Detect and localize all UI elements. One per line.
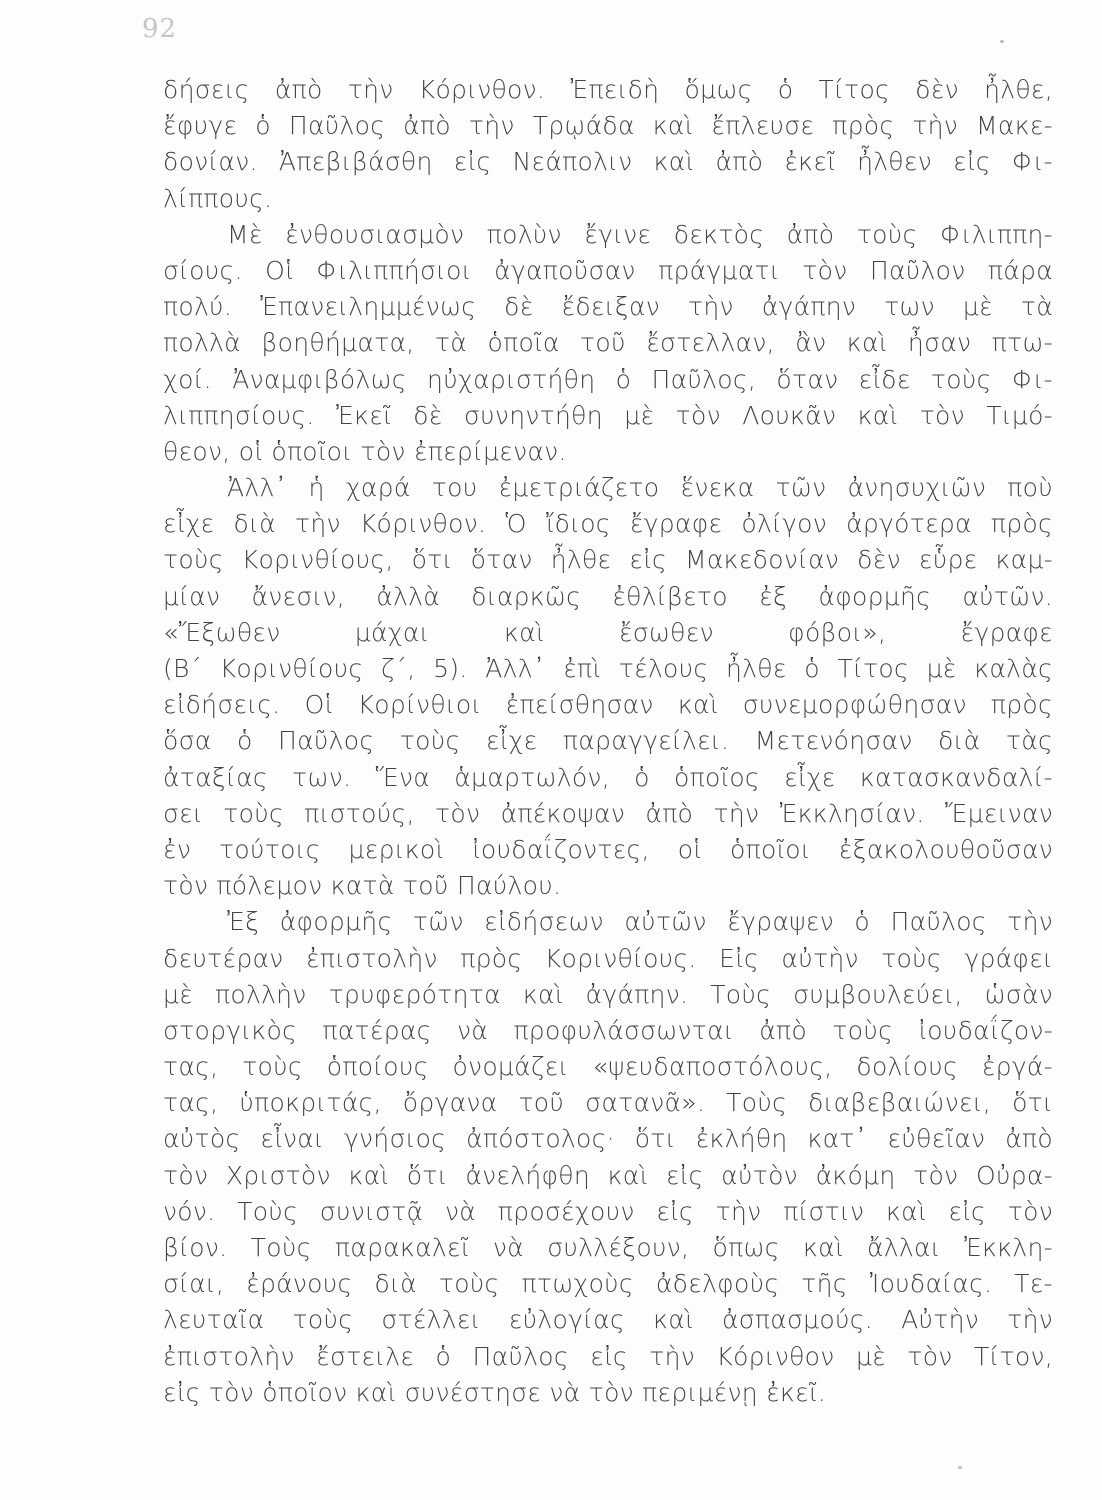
paragraph — [163, 72, 1053, 217]
page-number: 92 — [142, 14, 178, 44]
scan-speck — [958, 1466, 962, 1469]
text-line: ὅσα ὁ Παῦλος τοὺς εἶχε παραγγείλει. Μετενόησαν διὰ τὰς — [163, 726, 1053, 756]
text-line: τας, ὑποκριτάς, ὄργανα τοῦ σατανᾶ». Τοὺς διαβεβαιώνει, ὅτι — [163, 1088, 1053, 1118]
scan-speck — [1000, 40, 1004, 43]
text-line: δονίαν. Ἀπεβιβάσθη εἰς Νεάπολιν καὶ ἀπὸ ἐκεῖ ἦλθεν εἰς Φι- — [163, 147, 1053, 177]
text-line: ἀταξίας των. Ἕνα ἁμαρτωλόν, ὁ ὁποῖος εἶχε κατασκανδαλί- — [163, 762, 1053, 792]
text-line: σίους. Οἱ Φιλιππήσιοι ἀγαποῦσαν πράγματι τὸν Παῦλον πάρα — [163, 255, 1053, 285]
text-line: ἐν τούτοις μερικοὶ ἰουδαΐζοντες, οἱ ὁποῖοι ἐξακολουθοῦσαν — [163, 834, 1053, 864]
text-line: δήσεις ἀπὸ τὴν Κόρινθον. Ἐπειδὴ ὅμως ὁ Τίτος δὲν ἦλθε, — [163, 75, 1053, 104]
text-line: Ἐξ ἀφορμῆς τῶν εἰδήσεων αὐτῶν ἔγραψεν ὁ Παῦλος τὴν — [227, 907, 1053, 937]
text-line: νόν. Τοὺς συνιστᾷ νὰ προσέχουν εἰς τὴν πίστιν καὶ εἰς τὸν — [163, 1196, 1053, 1226]
text-line: τας, τοὺς ὁποίους ὀνομάζει «ψευδαποστόλους, δολίους ἐργά- — [163, 1052, 1053, 1082]
text-line: βίον. Τοὺς παρακαλεῖ νὰ συλλέξουν, ὅπως καὶ ἄλλαι Ἐκκλη- — [163, 1233, 1053, 1262]
body-text — [163, 72, 1053, 1411]
text-line: (Β΄ Κορινθίους ζ΄, 5). Ἀλλ᾽ ἐπὶ τέλους ἦλθε ὁ Τίτος μὲ καλὰς — [163, 654, 1053, 683]
text-line: ἔφυγε ὁ Παῦλος ἀπὸ τὴν Τρῳάδα καὶ ἔπλευσε πρὸς τὴν Μακε- — [163, 111, 1053, 141]
text-line: θεον, οἱ ὁποῖοι τὸν ἐπερίμεναν. — [163, 436, 567, 466]
text-line: εἰδήσεις. Οἱ Κορίνθιοι ἐπείσθησαν καὶ συνεμορφώθησαν πρὸς — [163, 690, 1053, 720]
text-line: λιππησίους. Ἐκεῖ δὲ συνηντήθη μὲ τὸν Λουκᾶν καὶ τὸν Τιμό- — [163, 400, 1053, 430]
text-line: σίαι, ἐράνους διὰ τοὺς πτωχοὺς ἀδελφοὺς τῆς Ἰουδαίας. Τε- — [163, 1269, 1053, 1299]
text-line: εἶχε διὰ τὴν Κόρινθον. Ὁ ἴδιος ἔγραφε ὀλίγον ἀργότερα πρὸς — [163, 509, 1053, 539]
text-line: χοί. Ἀναμφιβόλως ηὐχαριστήθη ὁ Παῦλος, ὅταν εἶδε τοὺς Φι- — [163, 364, 1053, 394]
text-line: στοργικὸς πατέρας νὰ προφυλάσσωνται ἀπὸ τοὺς ἰουδαΐζον- — [163, 1015, 1053, 1045]
text-line: Μὲ ἐνθουσιασμὸν πολὺν ἔγινε δεκτὸς ἀπὸ τοὺς Φιλιππη- — [227, 219, 1053, 249]
text-line: λίππους. — [163, 183, 273, 213]
text-line: αὐτὸς εἶναι γνήσιος ἀπόστολος· ὅτι ἐκλήθη κατ᾽ εὐθεῖαν ἀπὸ — [163, 1124, 1053, 1154]
text-line: τὸν Χριστὸν καὶ ὅτι ἀνελήφθη καὶ εἰς αὐτὸν ἀκόμη τὸν Οὐρα- — [163, 1160, 1053, 1190]
text-line: πολλὰ βοηθήματα, τὰ ὁποῖα τοῦ ἔστελλαν, ἂν καὶ ἦσαν πτω- — [163, 328, 1053, 358]
text-line: δευτέραν ἐπιστολὴν πρὸς Κορινθίους. Εἰς αὐτὴν τοὺς γράφει — [163, 943, 1053, 973]
text-line: Ἀλλ᾽ ἡ χαρά του ἐμετριάζετο ἕνεκα τῶν ἀνησυχιῶν ποὺ — [227, 473, 1053, 503]
paragraph — [163, 217, 1053, 470]
text-line: ἐπιστολὴν ἔστειλε ὁ Παῦλος εἰς τὴν Κόρινθον μὲ τὸν Τίτον, — [163, 1341, 1053, 1371]
text-line: σει τοὺς πιστούς, τὸν ἀπέκοψαν ἀπὸ τὴν Ἐκκλησίαν. Ἔμειναν — [163, 798, 1053, 828]
text-line: τὸν πόλεμον κατὰ τοῦ Παύλου. — [163, 871, 562, 901]
text-line: πολύ. Ἐπανειλημμένως δὲ ἔδειξαν τὴν ἀγάπην των μὲ τὰ — [163, 292, 1053, 322]
text-line: λευταῖα τοὺς στέλλει εὐλογίας καὶ ἀσπασμούς. Αὐτὴν τὴν — [163, 1305, 1053, 1335]
text-line: εἰς τὸν ὁποῖον καὶ συνέστησε νὰ τὸν περιμένῃ ἐκεῖ. — [163, 1377, 826, 1407]
text-line: «Ἔξωθεν μάχαι καὶ ἔσωθεν φόβοι», ἔγραφε — [163, 617, 1053, 647]
paragraph — [163, 470, 1053, 904]
paragraph — [163, 904, 1053, 1411]
text-line: μίαν ἄνεσιν, ἀλλὰ διαρκῶς ἐθλίβετο ἐξ ἀφορμῆς αὐτῶν. — [163, 581, 1053, 611]
text-line: τοὺς Κορινθίους, ὅτι ὅταν ἦλθε εἰς Μακεδονίαν δὲν εὗρε καμ- — [163, 545, 1053, 575]
text-line: μὲ πολλὴν τρυφερότητα καὶ ἀγάπην. Τοὺς συμβουλεύει, ὡσὰν — [163, 979, 1053, 1009]
